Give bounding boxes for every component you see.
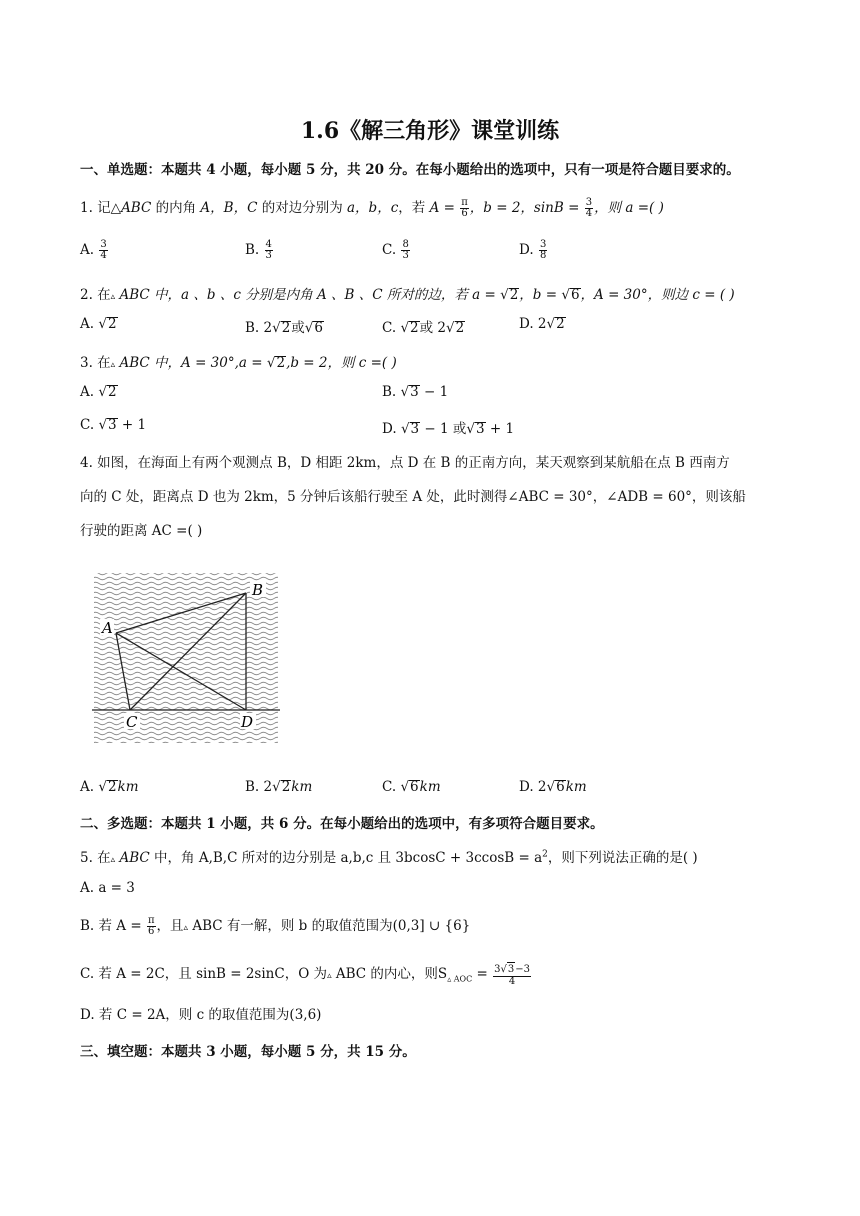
question-1 — [80, 196, 664, 219]
section-3-heading: 三、填空题：本题共 3 小题，每小题 5 分，共 15 分。 — [80, 1044, 416, 1060]
question-4-line-3: 行驶的距离 AC =( ) — [80, 523, 203, 539]
page-title: 1.6《解三角形》课堂训练 — [300, 118, 560, 144]
q1-text-4: ，若 — [398, 200, 430, 216]
q4-option-b: B. 2√2km — [245, 779, 313, 795]
section-1-heading: 一、单选题：本题共 4 小题，每小题 5 分，共 20 分。在每小题给出的选项中，只有一项是符合题目要求的。 — [80, 162, 740, 178]
q2-option-a: A. √2 — [80, 316, 117, 332]
question-3: 3. 在▵ ABC 中，A = 30°,a = √2,b = 2，则 c =( ) — [80, 355, 397, 371]
q1-option-d: D. $\frac{3}{8}$ — [519, 239, 547, 261]
q1-eq-a: A = — [429, 200, 460, 216]
q1-sides: a，b，c — [347, 200, 399, 216]
label-a: A — [102, 619, 113, 637]
q3-option-c: C. √3 + 1 — [80, 417, 147, 433]
q4-option-c: C. √6km — [382, 779, 441, 795]
q1-option-c: C. $\frac{8}{3}$ — [382, 239, 409, 261]
q1-text-2: 的内角 — [151, 200, 201, 216]
label-c: C — [126, 713, 138, 731]
q1-frac-34: $\frac{3}{4}$ — [585, 197, 593, 219]
label-d: D — [241, 713, 254, 731]
q2-option-b: B. 2√2或√6 — [245, 320, 323, 336]
q4-option-d: D. 2√6km — [519, 779, 587, 795]
q1-option-a: A. $\frac{3}{4}$ — [80, 239, 107, 261]
q2-option-c: C. √2或 2√2 — [382, 320, 465, 336]
q3-option-a: A. √2 — [80, 384, 117, 400]
question-5: 5. 在▵ ABC 中，角 A,B,C 所对的边分别是 a,b,c 且 $3bcosC + 3ccosB = a^2$，则下列说法正确的是( ) — [80, 849, 698, 866]
q1-tail: ，则 a =( ) — [594, 200, 664, 216]
q1-text: 1. 记△ — [80, 200, 122, 216]
q1-b-eq: ，b = 2，sinB = — [469, 200, 584, 216]
question-4-line-1: 4. 如图，在海面上有两个观测点 B，D 相距 2km，点 D 在 B 的正南方向，某天观察到某航船在点 B 西南方 — [80, 455, 730, 471]
q5-option-b: B. 若 A = $\frac{\pi}{6}$ ，且▵ ABC 有一解，则 b 的取值范围为(0,3] ∪ {6} — [80, 915, 471, 937]
section-2-heading: 二、多选题：本题共 1 小题，共 6 分。在每小题给出的选项中，有多项符合题目要求。 — [80, 816, 604, 832]
q5-option-c: C. 若 A = 2C，且 sinB = 2sinC，O 为▵ ABC 的内心，则$S_{▵ AOC}$ = $\frac{3√3-3}{4}$ — [80, 964, 530, 987]
label-b: B — [252, 581, 264, 599]
q1-frac-pi6: $\frac{\pi}{6}$ — [461, 197, 468, 219]
question-2: 2. 在▵ ABC 中，a 、b 、c 分别是内角 A 、B 、C 所对的边，若 a = √2，b = √6，A = 30°，则边 c = ( ) — [80, 287, 735, 303]
q5-option-d: D. 若 C = 2A，则 c 的取值范围为(3,6) — [80, 1007, 322, 1023]
question-4-line-2: 向的 C 处，距离点 D 也为 2km，5 分钟后该船行驶至 A 处，此时测得∠ABC = 30°，∠ADB = 60°，则该船 — [80, 489, 746, 505]
q1-abc: ABC — [121, 200, 152, 216]
q2-option-d: D. 2√2 — [519, 316, 565, 332]
q1-text-3: 的对边分别为 — [257, 200, 347, 216]
q3-option-d: D. √3 − 1 或√3 + 1 — [382, 421, 515, 437]
q5-option-a: A. a = 3 — [80, 880, 135, 896]
q3-option-b: B. √3 − 1 — [382, 384, 449, 400]
geometry-figure — [92, 571, 280, 745]
q1-option-b: B. $\frac{4}{3}$ — [245, 239, 272, 261]
q4-option-a: A. √2km — [80, 779, 139, 795]
q1-vars: A，B，C — [200, 200, 258, 216]
